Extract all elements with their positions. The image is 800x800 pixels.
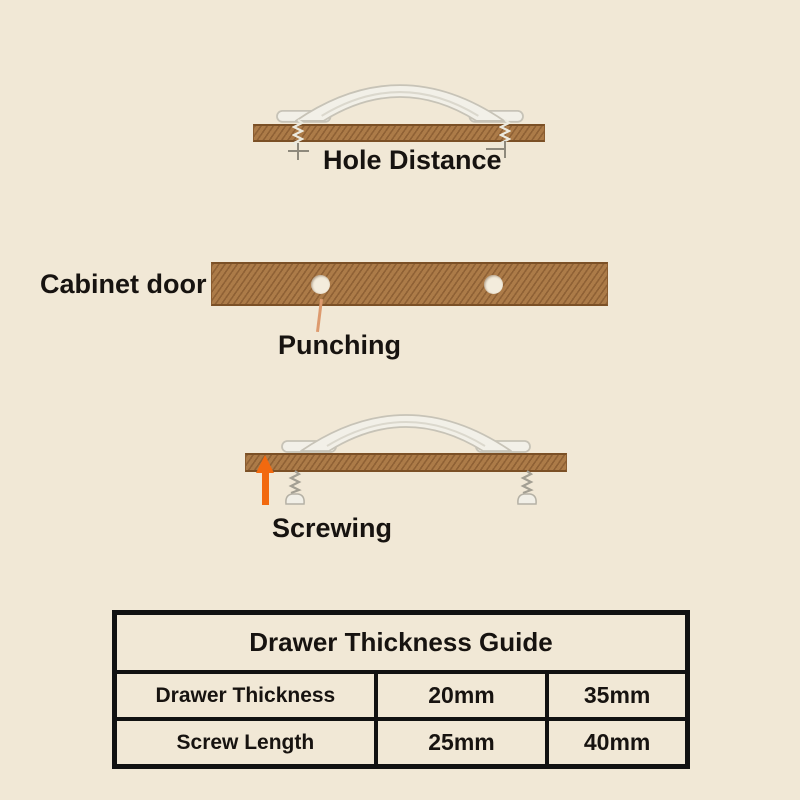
table-title: Drawer Thickness Guide xyxy=(117,615,685,670)
punching-label: Punching xyxy=(278,330,401,360)
drill-hole xyxy=(484,275,503,294)
table-row-label: Drawer Thickness xyxy=(117,674,374,717)
screwing-label: Screwing xyxy=(272,513,393,543)
cabinet-door-plank xyxy=(211,262,608,306)
hole-distance-diagram xyxy=(0,0,800,200)
screw-icon xyxy=(282,470,308,506)
drill-hole xyxy=(311,275,330,294)
thickness-table xyxy=(112,610,690,769)
screw-icon xyxy=(514,470,540,506)
table-value-cell: 20mm xyxy=(378,674,546,717)
cabinet-door-label: Cabinet door xyxy=(40,269,207,299)
table-value-cell: 35mm xyxy=(549,674,685,717)
punching-diagram xyxy=(0,230,800,370)
cabinet-handle-icon xyxy=(271,406,541,454)
table-value-cell: 25mm xyxy=(378,721,546,764)
table-row-label: Screw Length xyxy=(117,721,374,764)
arrow-up-icon xyxy=(256,455,274,505)
screwing-diagram xyxy=(0,400,800,560)
hole-distance-label: Hole Distance xyxy=(323,145,502,175)
table-value-cell: 40mm xyxy=(549,721,685,764)
cabinet-handle-icon xyxy=(276,76,524,124)
